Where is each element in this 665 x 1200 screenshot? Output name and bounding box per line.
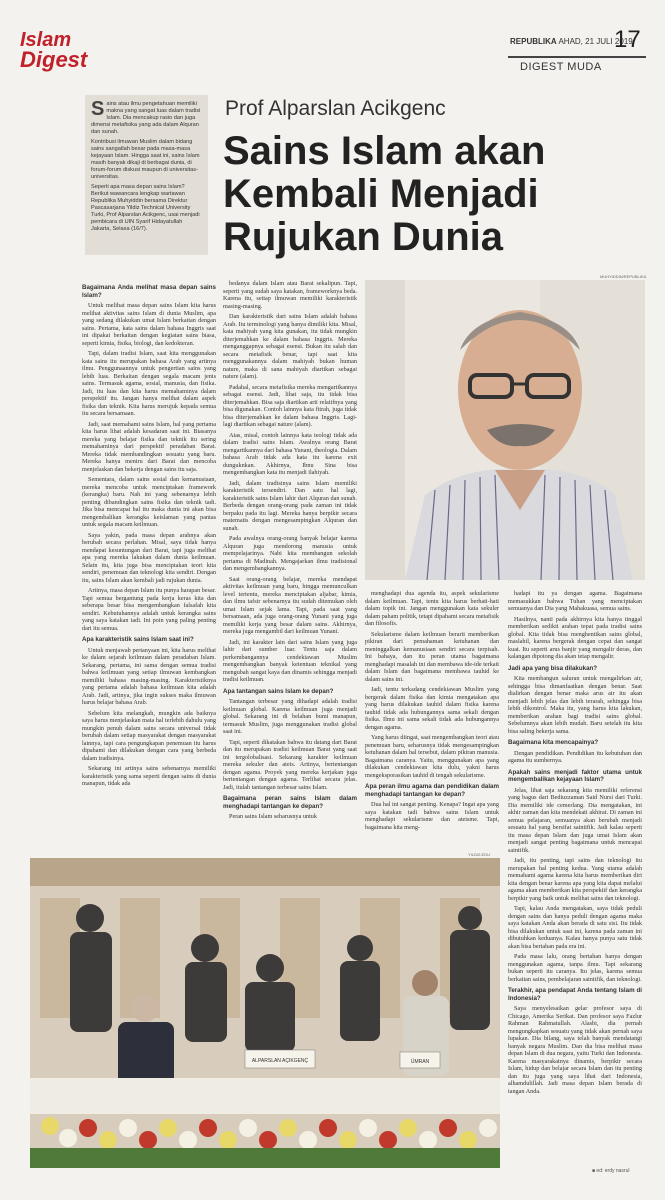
interview-question: Jadi apa yang bisa dilakukan? bbox=[508, 664, 598, 672]
article-paragraph: Yang harus diingat, saat mengembangkan teori atau penemuan baru, seharusnya tidak mengesampingkan ketuhanan dalam hal tersebut, dalam pikiran manusia. Bagaimana caranya. Yaitu, menggunakan apa yang dilakukan cendekiawan kita dulu, yakni harus mengeksporasikan tauhid di tengah sekularisme. bbox=[365, 734, 499, 779]
page-header bbox=[0, 0, 665, 90]
article-paragraph: Sementara, dalam sains sosial dan kemanusiaan, mereka mencoba untuk menciptakan framework (kerangka) baru. Nah ini yang sebenarnya lebih penting dibandingkan sains fisika dan teknik tadi. Jika bisa mencapai hal itu maka dunia ini akan bisa mengembalikan kerangka keislaman yang pantas untuk segala macam keilmuan. bbox=[82, 476, 216, 528]
publication-name: REPUBLIKA bbox=[510, 37, 557, 46]
article-paragraph: Hasilnya, nanti pada akhirnya kita hanya tinggal memberikan sedikit arahan tepat pada tradisi sains global. Kita tidak bisa menghentikan sains global, maslahil, karena bergerak dengan cepat dan sangat kuat. Itu seperti arus banjir yang mengalir deras, dan kalangan dipotong dia akan tetap mengalir. bbox=[508, 615, 642, 660]
article-paragraph: Jadi, saat memahami sains Islam, hal yang pertama kita harus lihat adalah kesadaran saat ini. Biasanya mereka yang belajar fisika dan teknik itu sering memahaminya dari perspektif peradaban Barat. Mereka tidak membandingkan sesuatu yang baru. Mereka hanya meniru dari Barat dan mencoba menjelaskan dan bekerja dengan sains itu saja. bbox=[82, 420, 216, 473]
interview-question: Bagaimana peran sains Islam dalam menghadapi tantangan ke depan? bbox=[223, 795, 357, 810]
article-paragraph: Dan karakteristik dari sains Islam adalah bahasa Arab. Itu terminologi yang hanya dimiliki kita. Misal, kata mahiyah yang kita gunakan, itu tidak mungkin diterjemahkan ke dalam bahasa Inggris. Mereka menganggapnya sebagai esensi. Bukan itu salah dan secara metafisik benar, tapi saat kita menggunakannya dalam mahiyah bukan human nature, maka di sana mahiyah diartikan sebagai nature (alam). bbox=[223, 313, 357, 380]
article-paragraph: Dengan pendidikan. Pendidikan itu kebutuhan dan agama itu sumbernya. bbox=[508, 749, 642, 764]
event-photo bbox=[30, 858, 500, 1168]
article-paragraph: Saya yakin, pada masa depan arahnya akan berubah secara perlahan. Misal, saya tidak hanya mendapat kesuntungan dari Barat, tapi juga melihat apa yang mereka lakukan dalam dunia keilmuan. Selain itu, kita juga bisa menciptakan teori kita sendiri, penemuan dan teknologi kita sendiri. Dengan itu, sains Islam akan kembali jadi rujukan dunia. bbox=[82, 531, 216, 584]
article-paragraph: Untuk menjawab pertanyaan ini, kita harus melihat ke dalam sejarah keilmuan dalam peradaban Islam. Sekarang, pertama, ini sama dengan semua tradisi bahwa keilmuan yang setiap ilmuwan kembangkan memiliki bahasa masing-masing. Karakteristiknya yang pertama adalah bahasa keilmuan kita adalah Arab. Jadi, artinya, jika ingin sukses maka ilmuwan harus belajar bahasa Arab. bbox=[82, 646, 216, 706]
article-paragraph: Atas, misal, contoh lainnya kata teologi tidak ada dalam tradisi sains Islam. Awalnya orang Barat mengartikannya dari bahasa Yunani, theologia. Dalam bahasa Arab tidak ada kata itu karena exit dunguknkan. Akhirnya, Ibnu Sina bisa mengembangkan kata itu menjadi ilahiyah. bbox=[223, 431, 357, 476]
page-number: 17 bbox=[614, 26, 641, 53]
article-paragraph: Tantangan terbesar yang dihadapi adalah tradisi keilmuan global. Karena keilmuan juga menjadi global. Sekarang ini di belahan bumi manapun, termasuk Muslim, juga menggunakan tradisi global saat ini. bbox=[223, 698, 357, 735]
article-paragraph: Untuk melihat masa depan sains Islam kita harus melihat aktivitas sains Islam di dunia Muslim, apa yang sedang dilakukan umat Islam berkaitan dengan sains. Pertama, kata sains dalam bahasa Inggris saat ini dipakai berkaitan dengan kegiatan sains biasa, seperti kimia, fisika, biologi, dan kedokteran. bbox=[82, 302, 216, 347]
article-paragraph: Artinya, masa depan Islam itu punya harapan besar. Tapi semua bergantung pada kerja keras kita dan seberapa besar bisa mengembangkan falsafah kita sendiri. Kebutuhannya adalah untuk kerangka sains yang saya katakan tadi. Ini poin yang paling penting dari itu semua. bbox=[82, 587, 216, 632]
article-paragraph: Saat orang-orang belajar, mereka mendapat aktivitas keilmuan yang baru, hingga memunculkan level tertentu, mereka menciptakan aljabar, kimia, dan ilmu tafsir sebenarnya itu sudah ditemukan oleh umat Islam sejak lama. Tapi, pada saat yang bersamaan, ada juga orang-orang Yunani yang juga memiliki kerja yang besar dalam sains. Akhirnya, mereka juga mengambil dari keilmuan Yunani. bbox=[223, 575, 357, 635]
interview-question: Bagaimana kita mencapainya? bbox=[508, 739, 599, 746]
logo-line1: Islam bbox=[20, 29, 72, 51]
photo-credit: MUHYIDDIN/REPUBLIKA bbox=[600, 274, 647, 279]
interview-question: Apa tantangan sains Islam ke depan? bbox=[223, 687, 334, 695]
article-paragraph: Peran sains Islam seharusnya untuk bbox=[229, 813, 317, 820]
lead-dropcap: S bbox=[91, 98, 105, 120]
article-paragraph: menghadapi dua agenda itu, aspek sekularisme dalam keilmuan. Tapi, tentu kita harus berhati-hati dalam topik ini. Jangan menggunakan kata sekuler dalam paham politik, tetapi dipahami secara metafisik dan filosofis. bbox=[365, 590, 499, 627]
article-paragraph: Dua hal ini sangat penting. Kenapa? Ingat apa yang saya katakan tadi bahwa sains Islam untuk menghadapi sekularisme dan ateisme. Tapi, bagaimana kita meng- bbox=[365, 801, 499, 831]
interview-question: Apakah sains menjadi faktor utama untuk mengembalikan kejayaan Islam? bbox=[508, 768, 642, 783]
article-paragraph: Jadi, dalam tradisinya sains Islam memiliki karakteristik tersendiri. Dan satu hal lagi, karakteristik sains Islam lahir dari Alquran dan sunah. Berbeda dengan orang-orang pada zaman ini tidak berpaku pada itu lagi. Mereka hanya berpikir secara matematis dengan mengesampingkan Alquran dan sunah. bbox=[223, 479, 357, 532]
section-label: DIGEST MUDA bbox=[520, 61, 602, 73]
interview-question: Apa karakteristik sains Islam saat ini? bbox=[82, 636, 194, 643]
article-column-4 bbox=[508, 590, 642, 1160]
event-illustration bbox=[30, 858, 500, 1168]
article-paragraph: bedanya dalam Islam atau Barat sekalipun. Tapi, seperti yang sudah saya katakan, frameworknya beda. Karena itu, setiap ilmuwan memiliki karakteristik masing-masing. bbox=[223, 280, 357, 310]
article-column-3 bbox=[365, 590, 499, 850]
lead-paragraph: Kontribusi ilmuwan Muslim dalam bidang sains sangatlah besar pada masa-masa kejayaan Islam. Hingga saat ini, sains Islam masih banyak dikaji di berbagai dunia, di forum-forum diskusi maupun di universitas-universitas. bbox=[91, 139, 200, 180]
logo-line2: Digest bbox=[20, 47, 88, 72]
islam-digest-logo bbox=[20, 30, 87, 70]
interview-question: Terakhir, apa pendapat Anda tentang Islam di Indonesia? bbox=[508, 987, 642, 1002]
article-subtitle: Prof Alparslan Acikgenc bbox=[225, 97, 446, 120]
nameplate-2: ÜMRAN bbox=[410, 1059, 430, 1065]
article-paragraph: Sekarang ini artinya sains sebenarnya memiliki karakteristik yang sama seperti dengan sains di dunia manapun, tidak ada bbox=[82, 765, 216, 787]
lead-paragraph: Seperti apa masa depan sains Islam? Berikut wawancara lengkap wartawan Republika Muhyiddin bersama Direktur Pascasarjana Yildiz Technical University Turki, Prof Alparslan Acikgenc, usai menjadi pembicara di UIN Syarif Hidayatullah Jakarta, Selasa (16/7). bbox=[91, 184, 200, 232]
article-paragraph: Padahal, secara metafisika mereka mengartikannya sebagai esensi. Jadi, lihat saja, itu tidak bisa diterjemahkan. Bisa saja diartikan arti relatifnya yang bisa digunakan. Contoh lainnya kata fitrah, juga tidak bisa diterjemahkan ke dalam bahasa Inggris. Lagi-lagi diartikan sebagai nature (alam). bbox=[223, 383, 357, 428]
article-column-1 bbox=[82, 280, 216, 850]
article-paragraph: Jadi, ini karakter lain dari sains Islam yang juga lahir dari sumber luar. Tentu saja dalam perkembangannya cendekiawan Muslim mengembangkan banyak ketentuan teknikal yang mengubah sangat kaya dan dinamis sehingga menjadi tradisi keilmuan. bbox=[223, 638, 357, 683]
nameplate-1: ALPARSLAN AÇIKGENÇ bbox=[251, 1058, 309, 1064]
article-paragraph: Jadi, itu penting, tapi sains dan teknologi itu merupakan hal penting kedua. Yang utama adalah memahami agama karena kita harus memberikan diri kita dengan benar karena apa yang kita dapat melalui agama akan memberikan kita perspektif dan kerangka berpikir yang baik untuk melihat sains dan teknologi. bbox=[508, 857, 642, 902]
article-paragraph: Tapi, kalau Anda mengatakan, saya tidak peduli dengan sains dan hanya peduli dengan agama maka saya katakan Anda akan berada di satu sisi. Itu tidak bisa dilakukan untuk saat ini, karena pada zaman ini dibutuhkan keduanya. Kalau hanya punya satu tidak akan bisa bertahan pada era ini. bbox=[508, 905, 642, 950]
editor-mark: ■ ed: erdy nasrul bbox=[592, 1168, 630, 1174]
article-paragraph: Pada awalnya orang-orang banyak belajar karena Alquran juga mendorong manusia untuk mempelajarinya. Nabi kita membangun sekolah pertama di Madinah. Mengajarkan ilmu tradisional dan mengembangkannya. bbox=[223, 535, 357, 572]
article-paragraph: Jelas, lihat saja sekarang kita memiliki referensi yang bagus dari Bediuzzaman Said Nursi dari Turki. Dia memiliki ide cemerlang. Dia mengatakan, ini akhir zaman dan kita mendekati akhirat. Di zaman ini semua pelajaran, semuanya akan berubah menjadi sesuatu hal yang bersifat saintifik. Jadi kalau seperti itu masa depan Islam dan juga umat Islam akan menjadi sangat penting bagaimana untuk mencapai saintifik. bbox=[508, 786, 642, 854]
article-column-2 bbox=[223, 280, 357, 850]
article-paragraph: Sebelum kita melangkah, mungkin ada baiknya saya harus menjelaskan mata hal terlebih dahulu yang mungkin penuh dalam sains secara universal tidak berubah dalam setiap masyarakat dengan masyarakat lainnya, tapi cara pengungkapan penemuan itu harus dipahami dan dilakukan dengan cara yang berbeda dalam tradisinya. bbox=[82, 709, 216, 762]
interview-question: Apa peran ilmu agama dan pendidikan dalam menghadapi tantangan ke depan? bbox=[365, 783, 499, 798]
article-paragraph: Tapi, dalam tradisi Islam, saat kita menggunakan kata sains itu merupakan bahasa Arab yang artinya ilmu. Penggunaannya untuk pengertian sains yang lebih luas. Berkaitan dengan segala macam jenis sains. Termasuk agama, sosial, manusia, dan fisika. Jadi, itu luas dan kita harus memahaminya dalam perspektif itu. Jangan hanya melihat dalam aspek fisika dan teknik. Kita harus merujuk kepada semua itu secara bersamaan. bbox=[82, 350, 216, 417]
portrait-photo bbox=[365, 280, 645, 580]
article-paragraph: hadapi itu ya dengan agama. Bagaimana memasukkan bahwa Tuhan yang menciptakan semuanya dan Dia yang Mahakuasa, semua sains. bbox=[508, 590, 642, 612]
article-paragraph: Kita membangun saluran untuk mengalirkan air, sehingga bisa dimanfaatkan dengan benar. Saat dialirkan dengan benar maka arus air itu akan menjadi lebih jelas dan lebih terarah, sehingga bisa lebih dikontrol. Maka itu, yang harus kita lakukan, memberikan arahan bagi tradisi sains global. Sebelumnya akan lebih mudah. Baru setelah itu kita bisa saling bekerja sama. bbox=[508, 675, 642, 735]
article-paragraph: Saya menyelesaikan gelar profesor saya di Chicago, Amerika Serikat. Dan profesor saya Fazlur Rahman Rahmatullah. Alasbi, dia pernah mengungkapkan sesuatu yang tidak akan pernah saya lupakan. Dia bilang, saya telah banyak mendatangi banyak negara Muslim. Dan dia bisa melihat masa depan Islam di dua negara, yaitu Turki dan Indonesia. Karena masyarakatnya dinamis, berpikir secara Islam, hidup dan belajar secara Islam dan itu penting dan itu juga yang saya lihat dari Indonesia, alhamdulillah. Jadi masa depan Islam berada di tangan Anda. bbox=[508, 1005, 642, 1095]
portrait-illustration bbox=[365, 280, 645, 580]
header-rule bbox=[508, 56, 646, 58]
photo-credit: YILDIZ.EDU bbox=[468, 852, 491, 857]
publication-date: AHAD, 21 JULI 2019 bbox=[558, 37, 633, 46]
article-headline: Sains Islam akan Kembali Menjadi Rujukan Dunia bbox=[223, 129, 546, 259]
article-paragraph: Sekularisme dalam keilmuan berarti memberikan pikiran dari pemahaman ketuhanan dan meninggalkan kemanusiaan sendiri secara terpisah. Ini bahaya, dan itu peran utama bagaimana menghadapi masalah ini dan membawa ide-ide terkait dalam Islam dan bagaimana membawa tauhid ke dalam sains ini. bbox=[365, 630, 499, 683]
article-paragraph: Pada masa lalu, orang bertahan hanya dengan menggunakan agama, tanpa ilmu. Tapi sekarang bukan seperti itu caranya. Itu jelas, karena semua berkaitan sains, pembelajaran saintifik, dan teknologi. bbox=[508, 953, 642, 983]
article-paragraph: Tapi, seperti dikatakan bahwa itu datang dari Barat dan itu merupakan tradisi keilmuan Barat yang saat ini tergolobalisasi. Sekarang karakter keilmuan mereka sekuler dan ateis. Artinya, bertentangan dengan agama. Proyek yang mereka kerjakan juga bertentangan dengan agama. Terlihat secara jelas. Jadi, itulah tantangan terbesar sains Islam. bbox=[223, 738, 357, 791]
lead-box bbox=[85, 95, 208, 255]
lead-paragraph: ains atau ilmu pengetahuan memiliki makna yang sangat luas dalam tradisi Islam. Dia mencakup rasio dan juga dimensi metafisika yang ada dalam Alquran dan sunah. bbox=[91, 101, 201, 135]
interview-question: Bagaimana Anda melihat masa depan sains Islam? bbox=[82, 284, 216, 299]
article-paragraph: Jadi, tentu terkadang cendekiawan Muslim yang bergerak dalam fisika dan kimia mengatakan apa yang harus dilakukan tauhid dalam fisika karena tauhid tidak ada hubungannya sama sekali dengan fisika. Ilmu ini sama sekali tidak ada hubungannya dengan agama. bbox=[365, 686, 499, 731]
